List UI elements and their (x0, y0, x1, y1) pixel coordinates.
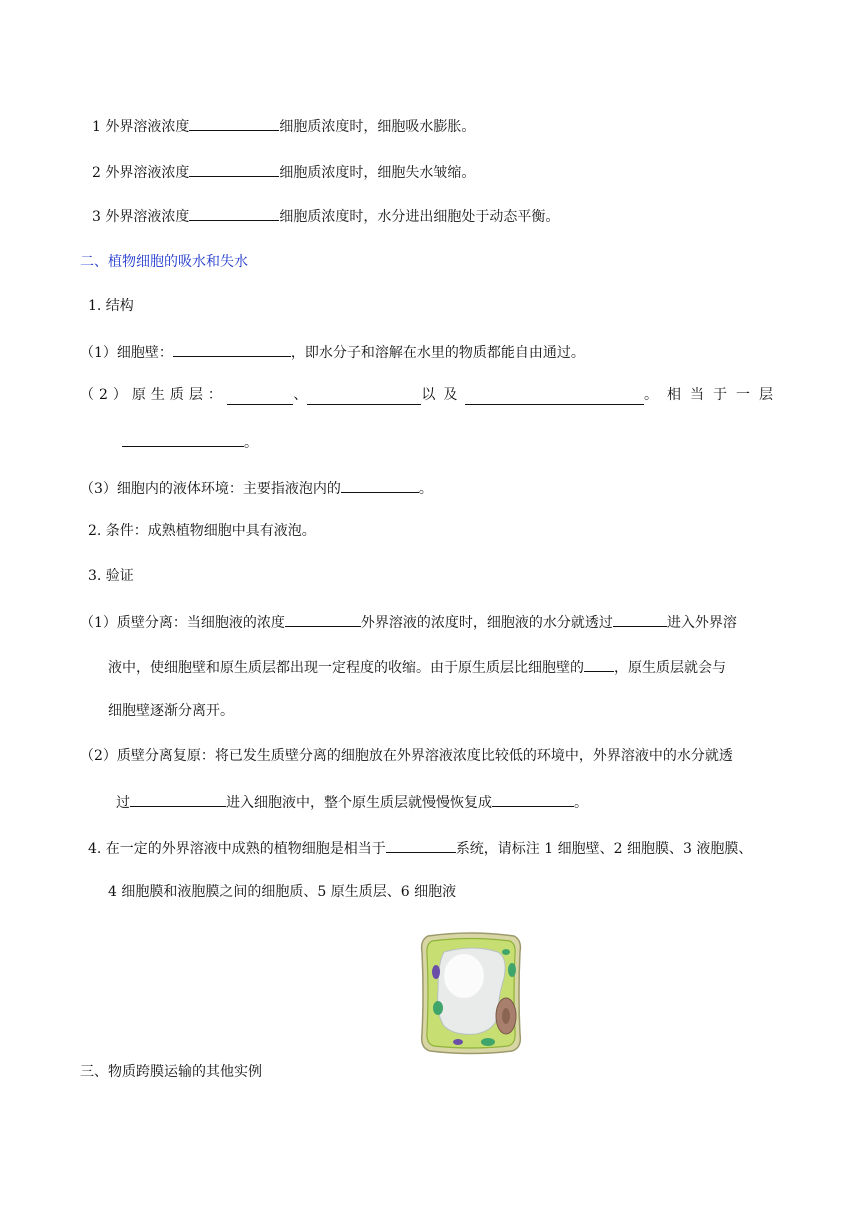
blank[interactable] (189, 115, 279, 131)
blank[interactable] (613, 611, 667, 627)
text: 、 (293, 387, 308, 403)
blank[interactable] (130, 791, 226, 807)
blank[interactable] (173, 341, 291, 357)
text: 。 (574, 795, 588, 811)
internal-environment-line (80, 477, 433, 499)
text: 外界溶液的浓度时，细胞液的水分就透过 (360, 615, 613, 631)
chloroplast (433, 1001, 443, 1015)
text: 系统，请标注 1 细胞壁、2 细胞膜、3 液胞膜、 (455, 841, 753, 857)
chloroplast (508, 963, 516, 977)
text: 外界溶液浓度 (105, 209, 190, 225)
text: （1）质壁分离：当细胞液的浓度 (80, 615, 285, 631)
condition-line-3 (92, 205, 559, 227)
blank[interactable] (122, 431, 244, 447)
section-heading-3: 三、物质跨膜运输的其他实例 (80, 1064, 262, 1080)
chloroplast (453, 1039, 463, 1045)
text: 过 (116, 795, 130, 811)
text: （3）细胞内的液体环境：主要指液泡内的 (80, 481, 341, 497)
blank[interactable] (189, 205, 279, 221)
text: 。 (418, 481, 433, 497)
text: 。相当于一层 (644, 387, 783, 403)
item-number: 1 (92, 119, 101, 135)
text: 外界溶液浓度 (105, 119, 190, 135)
text: 。 (244, 435, 258, 451)
text: 以及 (421, 387, 466, 403)
blank[interactable] (492, 791, 574, 807)
osmotic-system-line-2: 4 细胞膜和液胞膜之间的细胞质、5 原生质层、6 细胞液 (108, 884, 457, 900)
text: 细胞质浓度时，细胞失水皱缩。 (279, 165, 476, 181)
subheading-verify: 3. 验证 (88, 568, 134, 584)
blank[interactable] (341, 477, 419, 493)
blank[interactable] (307, 389, 421, 405)
plasmolysis-line-3: 细胞壁逐渐分离开。 (108, 703, 234, 719)
text: （2）原生质层： (80, 387, 227, 403)
plasmolysis-line-2 (108, 656, 726, 678)
item-number: 3 (92, 209, 101, 225)
protoplast-layer-line (80, 385, 782, 405)
osmotic-system-line-1 (88, 837, 752, 859)
blank[interactable] (189, 161, 279, 177)
condition-line-1 (92, 115, 475, 137)
blank[interactable] (465, 389, 644, 405)
chloroplast (502, 949, 510, 955)
condition-line-2 (92, 161, 475, 183)
text: 细胞质浓度时，细胞吸水膨胀。 (279, 119, 476, 135)
deplasmolysis-line-2 (116, 791, 588, 813)
deplasmolysis-line-1: （2）质壁分离复原：将已发生质壁分离的细胞放在外界溶液浓度比较低的环境中，外界溶液中的水分就透 (80, 748, 733, 764)
blank[interactable] (227, 389, 294, 405)
text: 液中，使细胞壁和原生质层都出现一定程度的收缩。由于原生质层比细胞壁的 (108, 660, 584, 676)
item-number: 2 (92, 165, 101, 181)
text: 进入外界溶 (666, 615, 737, 631)
plasmolysis-line-1 (80, 611, 737, 633)
chloroplast (432, 965, 440, 979)
text: ，即水分子和溶解在水里的物质都能自由通过。 (290, 345, 585, 361)
section-heading-2: 二、植物细胞的吸水和失水 (80, 254, 248, 270)
condition-text: 2. 条件：成熟植物细胞中具有液泡。 (88, 523, 316, 539)
text: 外界溶液浓度 (105, 165, 190, 181)
text: 进入细胞液中，整个原生质层就慢慢恢复成 (226, 795, 492, 811)
text: 细胞质浓度时，水分进出细胞处于动态平衡。 (279, 209, 560, 225)
protoplast-layer-line-cont (122, 431, 258, 453)
chloroplast (481, 1038, 495, 1046)
blank[interactable] (285, 611, 361, 627)
text: ，原生质层就会与 (614, 660, 726, 676)
subheading-structure: 1. 结构 (88, 298, 134, 314)
text: （1）细胞壁： (80, 345, 173, 361)
text: 4. 在一定的外界溶液中成熟的植物细胞是相当于 (88, 841, 386, 857)
cell-wall-line (80, 341, 585, 363)
blank[interactable] (584, 656, 614, 672)
blank[interactable] (386, 837, 456, 853)
plant-cell-diagram (418, 930, 524, 1056)
